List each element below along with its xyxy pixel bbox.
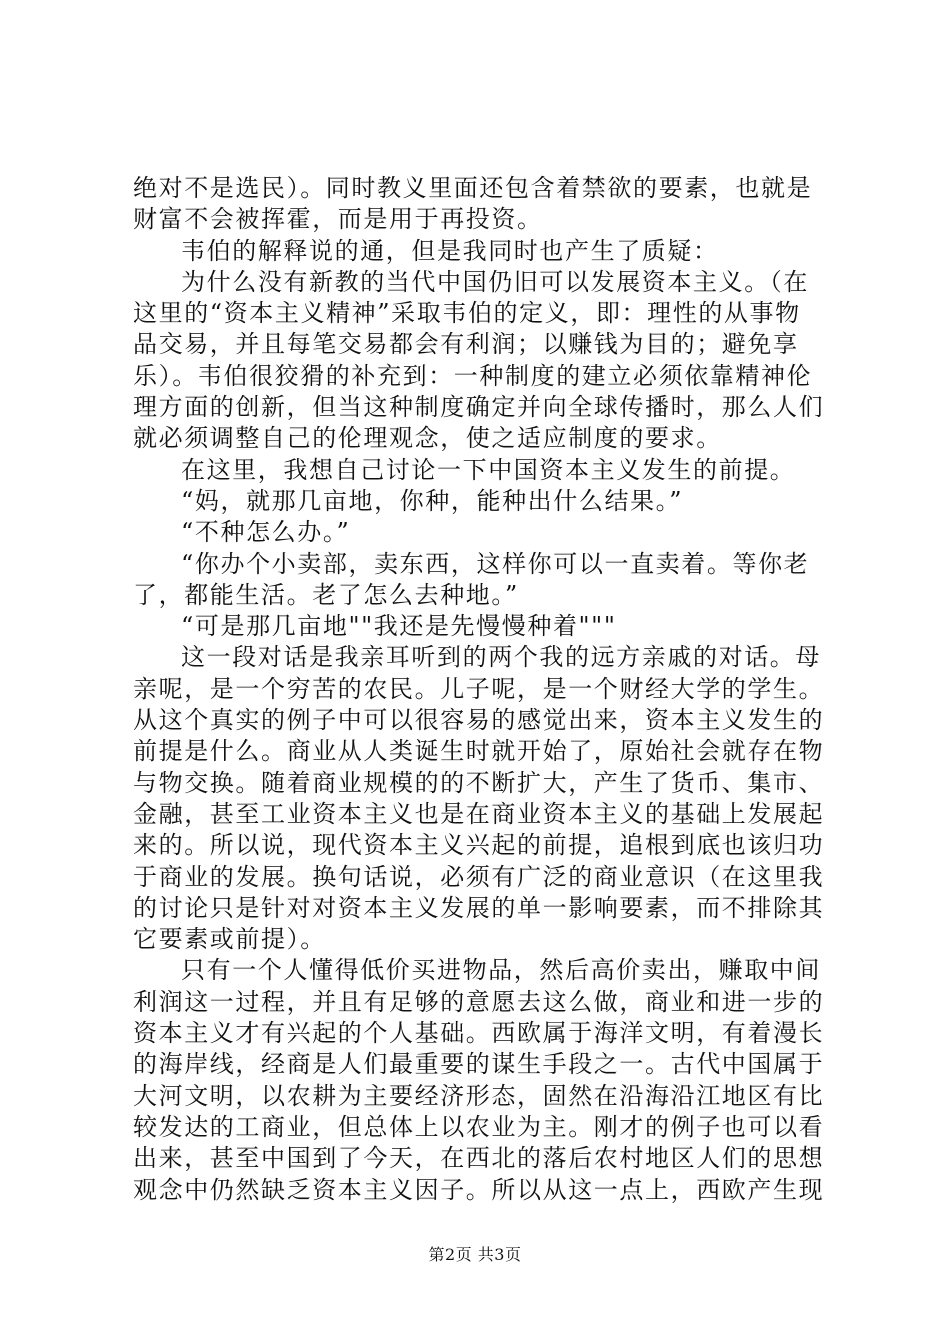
text-line: 金融，甚至工业资本主义也是在商业资本主义的基础上发展起 (133, 799, 825, 828)
dialogue-line: “妈，就那几亩地，你种，能种出什么结果。” (181, 486, 684, 515)
text-line: 乐）。韦伯很狡猾的补充到：一种制度的建立必须依靠精神伦 (133, 361, 813, 390)
text-line: 来的。所以说，现代资本主义兴起的前提，追根到底也该归功 (133, 831, 825, 860)
text-line: 的海岸线，经商是人们最重要的谋生手段之一。古代中国属于 (133, 1050, 825, 1079)
dialogue-line: “可是那几亩地""我还是先慢慢种着""" (181, 612, 617, 641)
text-line: 品交易，并且每笔交易都会有利润；以赚钱为目的；避免享 (133, 330, 799, 359)
text-line: 资本主义才有兴起的个人基础。西欧属于海洋文明，有着漫长 (133, 1019, 825, 1048)
text-line: 出来，甚至中国到了今天，在西北的落后农村地区人们的思想 (133, 1144, 825, 1173)
dialogue-line: “你办个小卖部，卖东西，这样你可以一直卖着。等你老 (181, 549, 810, 578)
text-line: 理方面的创新，但当这种制度确定并向全球传播时，那么人们 (133, 393, 825, 422)
text-line: 它要素或前提）。 (133, 925, 326, 954)
text-line: 绝对不是选民）。同时教义里面还包含着禁欲的要素，也就是 (133, 174, 813, 202)
paragraph-start: 在这里，我想自己讨论一下中国资本主义发生的前提。 (181, 455, 796, 484)
text-line: 亲呢，是一个穷苦的农民。儿子呢，是一个财经大学的学生。 (133, 674, 825, 703)
text-line: 观念中仍然缺乏资本主义因子。所以从这一点上，西欧产生现 (133, 1175, 825, 1204)
text-line: 的讨论只是针对对资本主义发展的单一影响要素，而不排除其 (133, 893, 825, 922)
text-line: 这里的“资本主义精神”采取韦伯的定义，即：理性的从事物 (133, 299, 801, 328)
text-line: 了，都能生活。老了怎么去种地。” (133, 580, 519, 609)
dialogue-line: “不种怎么办。” (181, 518, 351, 547)
text-line: 前提是什么。商业从人类诞生时就开始了，原始社会就存在物 (133, 737, 825, 766)
text-line: 就必须调整自己的伦理观念，使之适应制度的要求。 (133, 424, 722, 453)
text-line: 利润这一过程，并且有足够的意愿去这么做，商业和进一步的 (133, 987, 825, 1016)
text-line: 与物交换。随着商业规模的的不断扩大，产生了货币、集市、 (133, 768, 825, 797)
text-line: 较发达的工商业，但总体上以农业为主。刚才的例子也可以看 (133, 1112, 825, 1141)
text-line: 于商业的发展。换句话说，必须有广泛的商业意识（在这里我 (133, 862, 825, 891)
page-number-footer: 第2页 共3页 (428, 1245, 522, 1264)
text-line: 大河文明，以农耕为主要经济形态，固然在沿海沿江地区有比 (133, 1081, 825, 1110)
paragraph-start: 这一段对话是我亲耳听到的两个我的远方亲戚的对话。母 (181, 643, 821, 672)
text-line: 财富不会被挥霍，而是用于再投资。 (133, 205, 543, 234)
paragraph-start: 只有一个人懂得低价买进物品，然后高价卖出，赚取中间 (181, 956, 821, 985)
paragraph-start: 韦伯的解释说的通，但是我同时也产生了质疑： (181, 236, 719, 265)
paragraph-start: 为什么没有新教的当代中国仍旧可以发展资本主义。（在 (181, 267, 809, 296)
text-line: 从这个真实的例子中可以很容易的感觉出来，资本主义发生的 (133, 706, 825, 735)
body-text (133, 173, 833, 1206)
